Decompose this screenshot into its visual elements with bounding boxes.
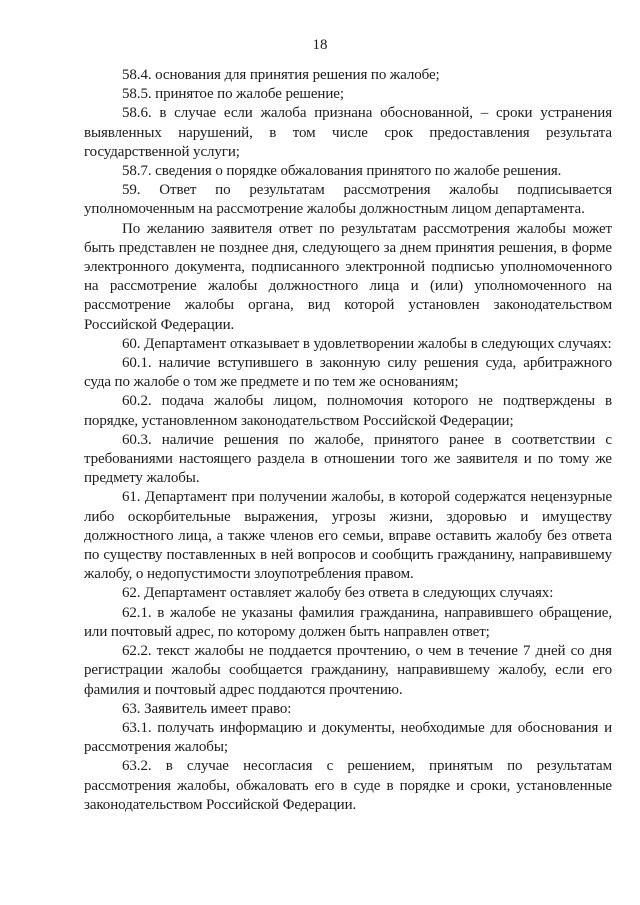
paragraph-61: 61. Департамент при получении жалобы, в которой содержатся нецензурные либо оскорбительные выражения, угрозы жизни, здоровью и имуществу должностного лица, а также членов его семьи, вправе оставить жалобу без ответа по существу поставленных в ней вопросов и сообщить гражданину, направившему жалобу, о недопустимости злоупотребления правом. bbox=[84, 489, 612, 583]
paragraph-62: 62. Департамент оставляет жалобу без ответа в следующих случаях: bbox=[122, 585, 554, 602]
paragraph-58-5: 58.5. принятое по жалобе решение; bbox=[122, 86, 344, 103]
paragraph-60-1: 60.1. наличие вступившего в законную силу решения суда, арбитражного суда по жалобе о том же предмете и по тем же основаниям; bbox=[84, 355, 612, 391]
paragraph-60-3: 60.3. наличие решения по жалобе, принятого ранее в соответствии с требованиями настоящего раздела в отношении того же заявителя и по тому же предмету жалобы. bbox=[84, 431, 612, 487]
paragraph-62-1: 62.1. в жалобе не указаны фамилия гражданина, направившего обращение, или почтовый адрес, по которому должен быть направлен ответ; bbox=[84, 604, 612, 640]
paragraph-59: 59. Ответ по результатам рассмотрения жалобы подписывается уполномоченным на рассмотрение жалобы должностным лицом департамента. bbox=[84, 182, 612, 218]
paragraph-59-electronic: По желанию заявителя ответ по результатам рассмотрения жалобы может быть представлен не позднее дня, следующего за днем принятия решения, в форме электронного документа, подписанного электронной подписью уполномоченного на рассмотрение жалобы должностного лица и (или) уполномоченного на рассмотрение жалобы органа, вид которой установлен законодательством Российской Федерации. bbox=[84, 220, 612, 333]
paragraph-60: 60. Департамент отказывает в удовлетворении жалобы в следующих случаях: bbox=[122, 335, 612, 352]
page-number: 18 bbox=[312, 37, 328, 53]
paragraph-63-1: 63.1. получать информацию и документы, необходимые для обоснования и рассмотрения жалобы; bbox=[84, 719, 612, 756]
paragraph-63: 63. Заявитель имеет право: bbox=[122, 700, 292, 717]
paragraph-62-2: 62.2. текст жалобы не поддается прочтению, о чем в течение 7 дней со дня регистрации жалобы сообщается гражданину, направившему жалобу, если его фамилия и почтовый адрес поддаются прочтению. bbox=[84, 643, 612, 698]
paragraph-58-7: 58.7. сведения о порядке обжалования принятого по жалобе решения. bbox=[122, 163, 562, 180]
paragraph-58-4: 58.4. основания для принятия решения по жалобе; bbox=[122, 67, 440, 83]
paragraph-60-2: 60.2. подача жалобы лицом, полномочия которого не подтверждены в порядке, установленном законодательством Российской Федерации; bbox=[84, 393, 612, 429]
paragraph-58-6: 58.6. в случае если жалоба признана обоснованной, – сроки устранения выявленных нарушений, в том числе срок предоставления результата государственной услуги; bbox=[84, 105, 612, 160]
document-body bbox=[84, 66, 612, 815]
paragraph-63-2: 63.2. в случае несогласия с решением, принятым по результатам рассмотрения жалобы, обжаловать его в суде в порядке и сроки, установленные законодательством Российской Федерации. bbox=[84, 758, 612, 813]
